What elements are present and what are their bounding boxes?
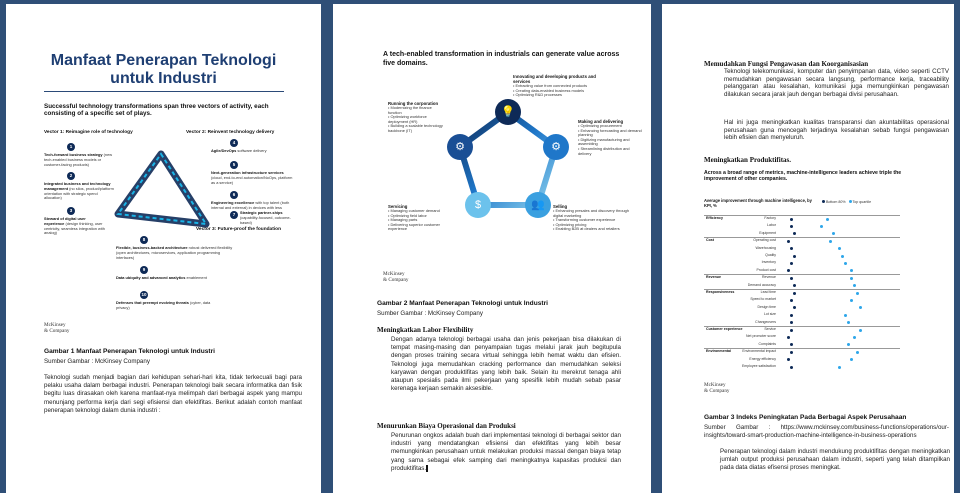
figure3-source: Sumber Gambar : https://www.mckinsey.com/business-functions/operations/our-insights/toward-smart-production-machine-intelligence-in-business-operations — [704, 424, 949, 440]
box-item: • Enhancing forecasting and demand planning — [578, 127, 642, 138]
item-number: 9 — [140, 266, 148, 274]
dot-bottom-80 — [790, 225, 793, 228]
dot-top-quartile — [838, 247, 841, 250]
box-servicing — [388, 204, 453, 232]
chart-category-label: Responsiveness — [706, 290, 735, 294]
dot-top-quartile — [838, 366, 841, 369]
dot-top-quartile — [832, 232, 835, 235]
chart-category-divider — [704, 326, 900, 327]
chart-category-divider — [704, 215, 900, 216]
dot-bottom-80 — [793, 255, 796, 258]
item-number: 6 — [230, 191, 238, 199]
box-item-text: Enhancing forecasting and demand planning — [578, 127, 642, 138]
box-item-text: Optimizing procurement — [580, 123, 622, 128]
item-bold: Data ubiquity and advanced analytics — [116, 275, 186, 280]
dot-top-quartile — [850, 299, 853, 302]
box-item: • Optimizing workforce deployment (HR) — [388, 114, 427, 124]
item-9 — [116, 276, 211, 281]
item-bold: Strategic partner-ships — [240, 210, 283, 215]
mckinsey-logo — [44, 322, 70, 334]
figure2-caption: Gambar 2 Manfaat Penerapan Teknologi untuk Industri — [377, 300, 548, 307]
chart-kpi-label: Quality — [765, 253, 776, 257]
box-item-text: Creating data-enabled business models — [515, 87, 585, 93]
dot-bottom-80 — [793, 284, 796, 287]
dot-bottom-80 — [790, 314, 793, 317]
title-line-1: Manfaat Penerapan Teknologi — [50, 52, 277, 69]
chart-row — [704, 297, 904, 304]
item-number: 10 — [141, 292, 147, 297]
item-bold: Tech-forward business strategy — [44, 152, 103, 157]
box-item-text: Delivering superior customer experience — [388, 221, 440, 232]
box-title: Innovating and developing products and services — [513, 74, 596, 84]
chart-kpi-label: Design time — [757, 304, 776, 309]
box-item-text: Managing parts — [390, 217, 418, 223]
dot-top-quartile — [856, 292, 859, 295]
node-innovating-icon: 💡 — [495, 99, 521, 125]
box-item: • Extracting value from connected products — [513, 83, 588, 88]
box-item: • Optimizing field labor — [388, 212, 427, 218]
box-item: • Managing customer demand — [388, 208, 440, 213]
paragraph-labor-flexibility: Dengan adanya teknologi berbagai usaha dan jenis pekerjaan bisa dilakukan di tempat masing-masing dan penyampaian tugas melalui jarak jauh begitupula dengan proses training secara virtual sehingga lebih hemat waktu dan efisien. Teknologi juga memudahkan cracking performance dan memudahkan seleksi karyawan dengan produktifitas yang lebih baik. Selain itu merekrut tenaga ahli ataupun spesialis pada ilmi pekerjaan yang spesifik lebih mudah sebab pasar kerenaga kerjaan semakin aksesible. — [391, 336, 621, 393]
dot-top-quartile — [847, 343, 850, 346]
box-item: • Optimizing procurement — [578, 123, 622, 128]
dot-top-quartile — [850, 277, 853, 280]
title-line-2: untuk Industri — [110, 70, 217, 87]
box-item: • Managing parts — [388, 217, 418, 223]
figure1-heading: Successful technology transformations span three vectors of activity, each consisting of a specific set of plays. — [44, 103, 269, 118]
box-item-text: Digitizing manufacturing and assembling — [578, 136, 630, 147]
chart-category-divider — [704, 289, 900, 290]
chart-kpi-label: Lot size — [763, 312, 776, 317]
dot-top-quartile — [826, 218, 829, 221]
dot-bottom-80 — [790, 343, 793, 346]
dot-bottom-80 — [790, 351, 793, 354]
logo-line: & Company — [704, 388, 730, 394]
paragraph-produktifitas: Penerapan teknologi dalam industri mendukung produktifitas dengan meningkatkan jumlah output produksi perusahaan dalam industri, seperti yang telah ditampilkan pada data diatas efisensi proses meningkat. — [720, 448, 950, 472]
dot-top-quartile — [850, 358, 853, 361]
chart-row — [704, 238, 904, 245]
dot-top-quartile — [853, 284, 856, 287]
chart-row — [704, 312, 904, 319]
item-3 — [44, 217, 106, 236]
item-number: 2 — [67, 172, 75, 180]
box-title: Servicing — [388, 204, 408, 209]
item-rest: enablement — [186, 275, 207, 280]
chart-category-label: Environmental — [706, 349, 731, 354]
item-10 — [116, 301, 221, 311]
kpi-improvement-chart — [704, 216, 904, 374]
chart-kpi-label: Equipment — [759, 230, 776, 235]
box-title: Selling — [553, 204, 568, 209]
chart-category-label: Revenue — [706, 275, 721, 280]
box-selling — [553, 204, 638, 232]
subheading-biaya-operasional: Menurunkan Biaya Operasional dan Produksi — [377, 422, 516, 430]
chart-kpi-label: Warehousing — [755, 245, 776, 250]
chart-category-label: Customer experience — [706, 327, 743, 331]
chart-row — [704, 357, 904, 364]
chart-kpi-label: Energy efficiency — [749, 356, 776, 361]
item-rest: (no silos, product/platform orientation with strategic spend allocation) — [44, 185, 114, 201]
chart-kpi-label: Speed to market — [750, 297, 776, 302]
figure1-source: Sumber Gambar : McKinsey Company — [44, 358, 150, 365]
document-page-2 — [333, 4, 651, 493]
box-title: Making and delivering — [578, 119, 624, 124]
box-item-text: Modernizing the finance function — [388, 105, 432, 115]
chart-category-label: Cost — [706, 238, 714, 243]
dot-bottom-80 — [790, 262, 793, 265]
box-running — [388, 101, 446, 134]
item-bold: Next-generation infrastructure services — [211, 170, 284, 175]
subheading-pengawasan: Memudahkan Fungsi Pengawasan dan Koorganisasian — [704, 60, 869, 68]
box-item-text: Extracting value from connected products — [515, 83, 588, 88]
chart-row — [704, 327, 904, 334]
dot-top-quartile — [856, 351, 859, 354]
chart-category-divider — [704, 274, 900, 275]
chart-row — [704, 260, 904, 267]
item-rest: (design thinking, user centricity, seamless integration with analog) — [44, 220, 105, 236]
dot-bottom-80 — [793, 232, 796, 235]
document-page-3 — [662, 4, 954, 493]
item-bold: Flexible, business-backed architecture — [116, 245, 188, 250]
item-number: 1 — [67, 143, 75, 151]
chart-row — [704, 275, 904, 282]
dot-bottom-80 — [790, 299, 793, 302]
dot-top-quartile — [847, 321, 850, 324]
dot-bottom-80 — [787, 336, 790, 339]
box-item-text: Optimizing workforce deployment (HR) — [388, 114, 427, 124]
chart-row — [704, 364, 904, 371]
dot-bottom-80 — [787, 269, 790, 272]
chart-kpi-label: Operating cost — [753, 238, 776, 243]
vector3-label: Vector 3: Future-proof the foundation — [196, 227, 282, 232]
chart-kpi-label: Labor — [767, 223, 776, 228]
figure3-caption: Gambar 3 Indeks Peningkatan Pada Berbagai Aspek Perusahaan — [704, 414, 907, 421]
box-item: • Enhancing presales and discovery through digital marketing — [553, 208, 629, 218]
chart-kpi-label: Net promoter score — [746, 334, 776, 339]
dot-top-quartile — [853, 336, 856, 339]
item-rest: (cloud, end-to-end automation/NoOps, platform as a service) — [211, 174, 293, 185]
logo-line: McKinsey — [44, 322, 66, 328]
mckinsey-logo — [704, 382, 730, 394]
dot-bottom-80 — [790, 329, 793, 332]
box-item: • Streamlining distribution and delivery — [578, 145, 630, 156]
box-item-text: Streamlining distribution and delivery — [578, 145, 630, 156]
item-rest: software delivery — [237, 148, 267, 153]
node-selling-icon: 👥 — [525, 192, 551, 218]
dot-top-quartile — [844, 314, 847, 317]
item-rest: (capability-focused, outcome-based) — [240, 214, 291, 225]
logo-line: & Company — [44, 328, 70, 334]
box-item-text: Enabling B2B at dealers and retailers — [555, 226, 620, 232]
title-rule — [44, 91, 284, 92]
chart-subtitle: Average improvement through machine intelligence, by KPI, % — [704, 198, 812, 208]
box-item: • Enabling B2B at dealers and retailers — [553, 226, 620, 232]
paragraph-biaya-operasional — [391, 432, 621, 473]
item-number: 7 — [230, 211, 238, 219]
dot-top-quartile — [859, 306, 862, 309]
chart-category-label: Efficiency — [706, 216, 723, 220]
legend-bottom-swatch — [822, 200, 825, 203]
figure2-source: Sumber Gambar : McKinsey Company — [377, 310, 483, 317]
item-bold: Defenses that preempt evolving threats — [116, 300, 189, 305]
item-7 — [240, 211, 300, 225]
box-item: • Modernizing the finance function — [388, 105, 432, 115]
paragraph-text: Penurunan ongkos adalah buah dari implementasi teknologi di berbagai sektor dan industri yang mendatangkan efisiensi dan efektifitas yang lebih besar memungkinkan perusahaan untuk melakukan produksi massal dengan biaya tetap yang sama sebagai efek samping dari meningkatnya kapasitas produksi dan produktifitas. — [391, 432, 621, 472]
item-1 — [44, 153, 114, 167]
box-item-text: Building a scalable technology backbone (IT) — [388, 123, 443, 133]
box-item-text: Enhancing presales and discovery through digital marketing — [553, 208, 629, 218]
box-item-text: Managing customer demand — [390, 208, 440, 213]
paragraph-transparansi: Hal ini juga meningkatkan kualitas transparansi dan akuntabilitas operasional perusahaan guna mencegah terjadinya kesalahan sebab fungsi pengawasan lebih efisien dan menyeluruh. — [724, 119, 949, 142]
chart-category-divider — [704, 348, 900, 349]
box-item-text: Optimizing R&D processes — [515, 92, 562, 98]
chart-kpi-label: Changeovers — [755, 319, 776, 324]
dot-bottom-80 — [790, 366, 793, 369]
mckinsey-logo — [383, 271, 409, 283]
box-making — [578, 119, 643, 156]
node-making-icon: ⚙ — [543, 134, 569, 160]
chart-kpi-label: Lead time — [760, 290, 776, 294]
dot-bottom-80 — [790, 277, 793, 280]
chart-row — [704, 349, 904, 356]
item-rest: with top talent (both internal and external) in devices with less — [211, 200, 290, 210]
chart-row — [704, 223, 904, 230]
dot-top-quartile — [844, 262, 847, 265]
item-2 — [44, 182, 114, 201]
box-item: • Optimizing pricing — [553, 221, 587, 227]
chart-kpi-label: Product cost — [756, 267, 776, 272]
chart-kpi-label: Environmental impact — [742, 349, 776, 354]
box-title: Running the corporation — [388, 101, 439, 106]
box-innovating — [513, 74, 613, 98]
item-bold: Agile/DevOps — [211, 148, 237, 153]
vector2-label: Vector 2: Reinvent technology delivery — [186, 130, 275, 135]
item-5 — [211, 171, 293, 185]
chart-row — [704, 253, 904, 260]
box-item-text: Optimizing pricing — [555, 221, 587, 227]
dot-bottom-80 — [793, 292, 796, 295]
dot-bottom-80 — [787, 358, 790, 361]
figure2-heading: A tech-enabled transformation in industrials can generate value across five domains. — [383, 51, 620, 67]
legend-bottom-label: Bottom 80% — [826, 200, 846, 204]
item-bold: Engineering excellence — [211, 200, 255, 205]
dot-top-quartile — [829, 240, 832, 243]
page1-paragraph: Teknologi sudah menjadi bagian dari kehidupan sehari-hari kita, tidak terkecuali bagi para pelaku usaha dalam berbagai industri. Penerapan teknologi baik secara informatika dan fisik begitu luas dirasakan oleh karena manfaat-nya melimpah dari berbagai aspek yang mampu menunjang performa kerja dari segi efisiensi dan efektifitas. Berikut adalah contoh manfaat penerapan teknologi dalam dunia industri : — [44, 374, 302, 414]
chart-category-divider — [704, 237, 900, 238]
chart-row — [704, 290, 904, 297]
dot-top-quartile — [859, 329, 862, 332]
item-number: 5 — [230, 161, 238, 169]
chart-kpi-label: Factory — [764, 216, 776, 220]
chart-legend — [822, 200, 871, 204]
text-cursor — [426, 465, 428, 472]
vector1-label: Vector 1: Reimagine role of technology — [44, 130, 133, 135]
item-rest: robust delivered flexibility (open architectures, microservices, application programming interfaces) — [116, 245, 233, 260]
item-number: 4 — [230, 139, 238, 147]
chart-row — [704, 334, 904, 341]
logo-line: McKinsey — [704, 382, 726, 388]
item-8 — [116, 246, 236, 260]
item-rest: (new tech-enabled business models or customer-facing products) — [44, 152, 113, 167]
legend-top-swatch — [849, 200, 852, 203]
chart-kpi-label: Employee satisfaction — [741, 364, 776, 368]
box-item: • Creating data-enabled business models — [513, 87, 585, 93]
dot-bottom-80 — [787, 240, 790, 243]
chart-kpi-label: Inventory — [761, 260, 776, 265]
legend-top-label: Top quartile — [852, 200, 872, 204]
node-servicing-icon: $ — [465, 192, 491, 218]
figure1-caption: Gambar 1 Manfaat Penerapan Teknologi untuk Industri — [44, 348, 215, 355]
node-running-icon: ⚙ — [447, 134, 473, 160]
chart-row — [704, 305, 904, 312]
box-item: • Delivering superior customer experience — [388, 221, 440, 232]
dot-top-quartile — [820, 225, 823, 228]
dot-top-quartile — [850, 269, 853, 272]
dot-bottom-80 — [790, 321, 793, 324]
chart-kpi-label: Complaints — [758, 341, 776, 346]
subheading-produktifitas: Meningkatkan Produktifitas. — [704, 156, 791, 164]
item-bold: Integrated business and technology management — [44, 181, 111, 191]
figure3-heading: Across a broad range of metrics, machine-intelligence leaders achieve triple the improvement of other companies. — [704, 170, 902, 183]
paragraph-pengawasan: Teknologi telekomunikasi, komputer dan penyimpanan data, video seperti CCTV memudahkan pengawasan secara langsung, performance kerja, traceability pelanggaran atau kesalahan, komunikasi juga memungkinkan pengawasan dilakukan secara jarak jauh dengan berbagai divisi perusahaan. — [724, 68, 949, 99]
chart-row — [704, 246, 904, 253]
box-item-text: Transforming customer experience — [555, 217, 616, 223]
chart-row — [704, 216, 904, 223]
logo-line: McKinsey — [383, 271, 405, 277]
chart-kpi-label: Revenue — [761, 275, 776, 280]
dot-bottom-80 — [793, 306, 796, 309]
item-4 — [211, 149, 291, 154]
box-item: • Digitizing manufacturing and assembling — [578, 136, 630, 147]
item-number: 3 — [67, 207, 75, 215]
item-rest: (cyber, data privacy) — [116, 300, 211, 310]
box-item: • Building a scalable technology backbone (IT) — [388, 123, 443, 133]
box-item: • Transforming customer experience — [553, 217, 616, 223]
vector-triangle-diagram — [106, 144, 221, 244]
logo-line: & Company — [383, 277, 409, 283]
box-item-text: Optimizing field labor — [390, 212, 427, 218]
page-title — [16, 52, 311, 88]
box-item: • Optimizing R&D processes — [513, 92, 562, 98]
dot-top-quartile — [841, 255, 844, 258]
chart-kpi-label: Service — [764, 327, 776, 331]
dot-bottom-80 — [790, 218, 793, 221]
chart-kpi-label: Demand accuracy — [747, 282, 776, 287]
item-bold: Steward of digital user experience — [44, 216, 86, 226]
item-number: 8 — [140, 236, 148, 244]
document-page-1 — [6, 4, 321, 493]
dot-bottom-80 — [790, 247, 793, 250]
subheading-labor-flexibility: Meningkatkan Labor Flexibility — [377, 326, 474, 334]
